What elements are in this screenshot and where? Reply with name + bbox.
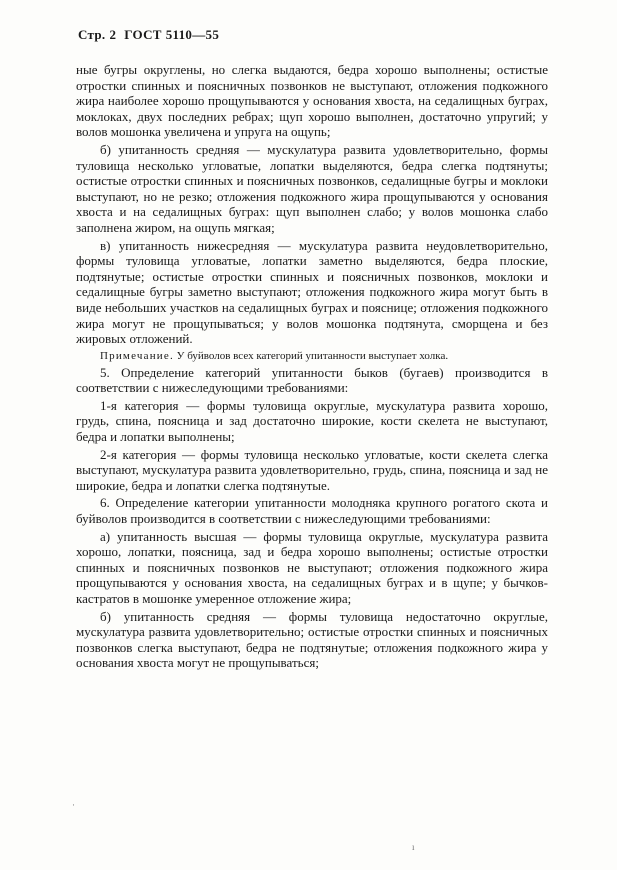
page-header: [78, 27, 219, 43]
page-prefix: Стр.: [78, 27, 106, 42]
body-text: [76, 62, 548, 673]
paragraph-continued: ные бугры округлены, но слегка выдаются, бедра хорошо выполнены; остистые отростки спинных и поясничных позвонков не выступают, отложения подкожного жира наиболее хорошо прощупываются у основания хвоста, на седалищных буграх, моклоках, двух последних ребрах; щуп хорошо выполнен, достаточно упругий; у волов мошонка увеличена и упруга на ощупь;: [76, 62, 548, 140]
paragraph-section-5: 5. Определение категорий упитанности быков (бугаев) производится в соответствии с нижеследующими требованиями:: [76, 364, 548, 396]
paragraph-category-2: 2-я категория — формы туловища несколько угловатые, кости скелета слегка выступают, мускулатура развита удовлетворительно, грудь, спина, поясница и зад не широкие, бедра и лопатки слегка подтянутые.: [76, 446, 548, 493]
paragraph-b-average-young: б) упитанность средняя — формы туловища недостаточно округлые, мускулатура развита удовлетворительно; остистые отростки спинных и поясничных позвонков слегка выступают, бедра не подтянутые; отложения подкожного жира у основания хвоста могут не прощупываться;: [76, 608, 548, 671]
paragraph-section-6: 6. Определение категории упитанности молодняка крупного рогатого скота и буйволов производится в соответствии с нижеследующими требованиями:: [76, 495, 548, 527]
paragraph-category-1: 1-я категория — формы туловища округлые, мускулатура развита хорошо, грудь, спина, поясница и зад достаточно широкие, кости скелета не выступают, бедра и лопатки выполнены;: [76, 397, 548, 445]
paragraph-a-highest: а) упитанность высшая — формы туловища округлые, мускулатура развита хорошо, лопатки, поясница, зад и бедра хорошо выполнены; остистые отростки спинных и поясничных позвонков не выступают; отложения подкожного жира прощупываются у основания хвоста, на седалищных буграх и в щупе; у бычков-кастратов в мошонке умеренное отложение жира;: [76, 528, 548, 606]
note-text: У буйволов всех категорий упитанности выступает холка.: [176, 349, 449, 362]
standard-label: ГОСТ: [124, 27, 162, 42]
scan-speck: ·: [72, 800, 75, 810]
paragraph-v-below-average: в) упитанность нижесредняя — мускулатура развита неудовлетворительно, формы туловища угловатые, лопатки заметно выделяются, бедра плоские, подтянутые; остистые отростки спинных и поясничных позвонков, моклоки и седалищные бугры заметно выступают; отложения подкожного жира могут быть в виде небольших участков на седалищных буграх и пояснице; отложения подкожного жира могут не прощупываться; у волов мошонка подтянута, сморщена и без жировых отложений.: [76, 237, 548, 347]
standard-number: 5110—55: [165, 27, 220, 42]
paragraph-b-average: б) упитанность средняя — мускулатура развита удовлетворительно, формы туловища несколько угловатые, лопатки выделяются, бедра слегка подтянуты; остистые отростки спинных и поясничных позвонков, седалищные бугры и моклоки выступают, но не резко; отложения подкожного жира прощупываются у основания хвоста и на седалищных буграх: щуп выполнен слабо; у волов мошонка слабо заполнена жиром, на ощупь мягкая;: [76, 141, 548, 235]
note: [76, 349, 548, 363]
scan-speck: ı: [412, 842, 415, 852]
page-number: 2: [109, 27, 117, 42]
note-label: Примечание.: [100, 349, 174, 362]
